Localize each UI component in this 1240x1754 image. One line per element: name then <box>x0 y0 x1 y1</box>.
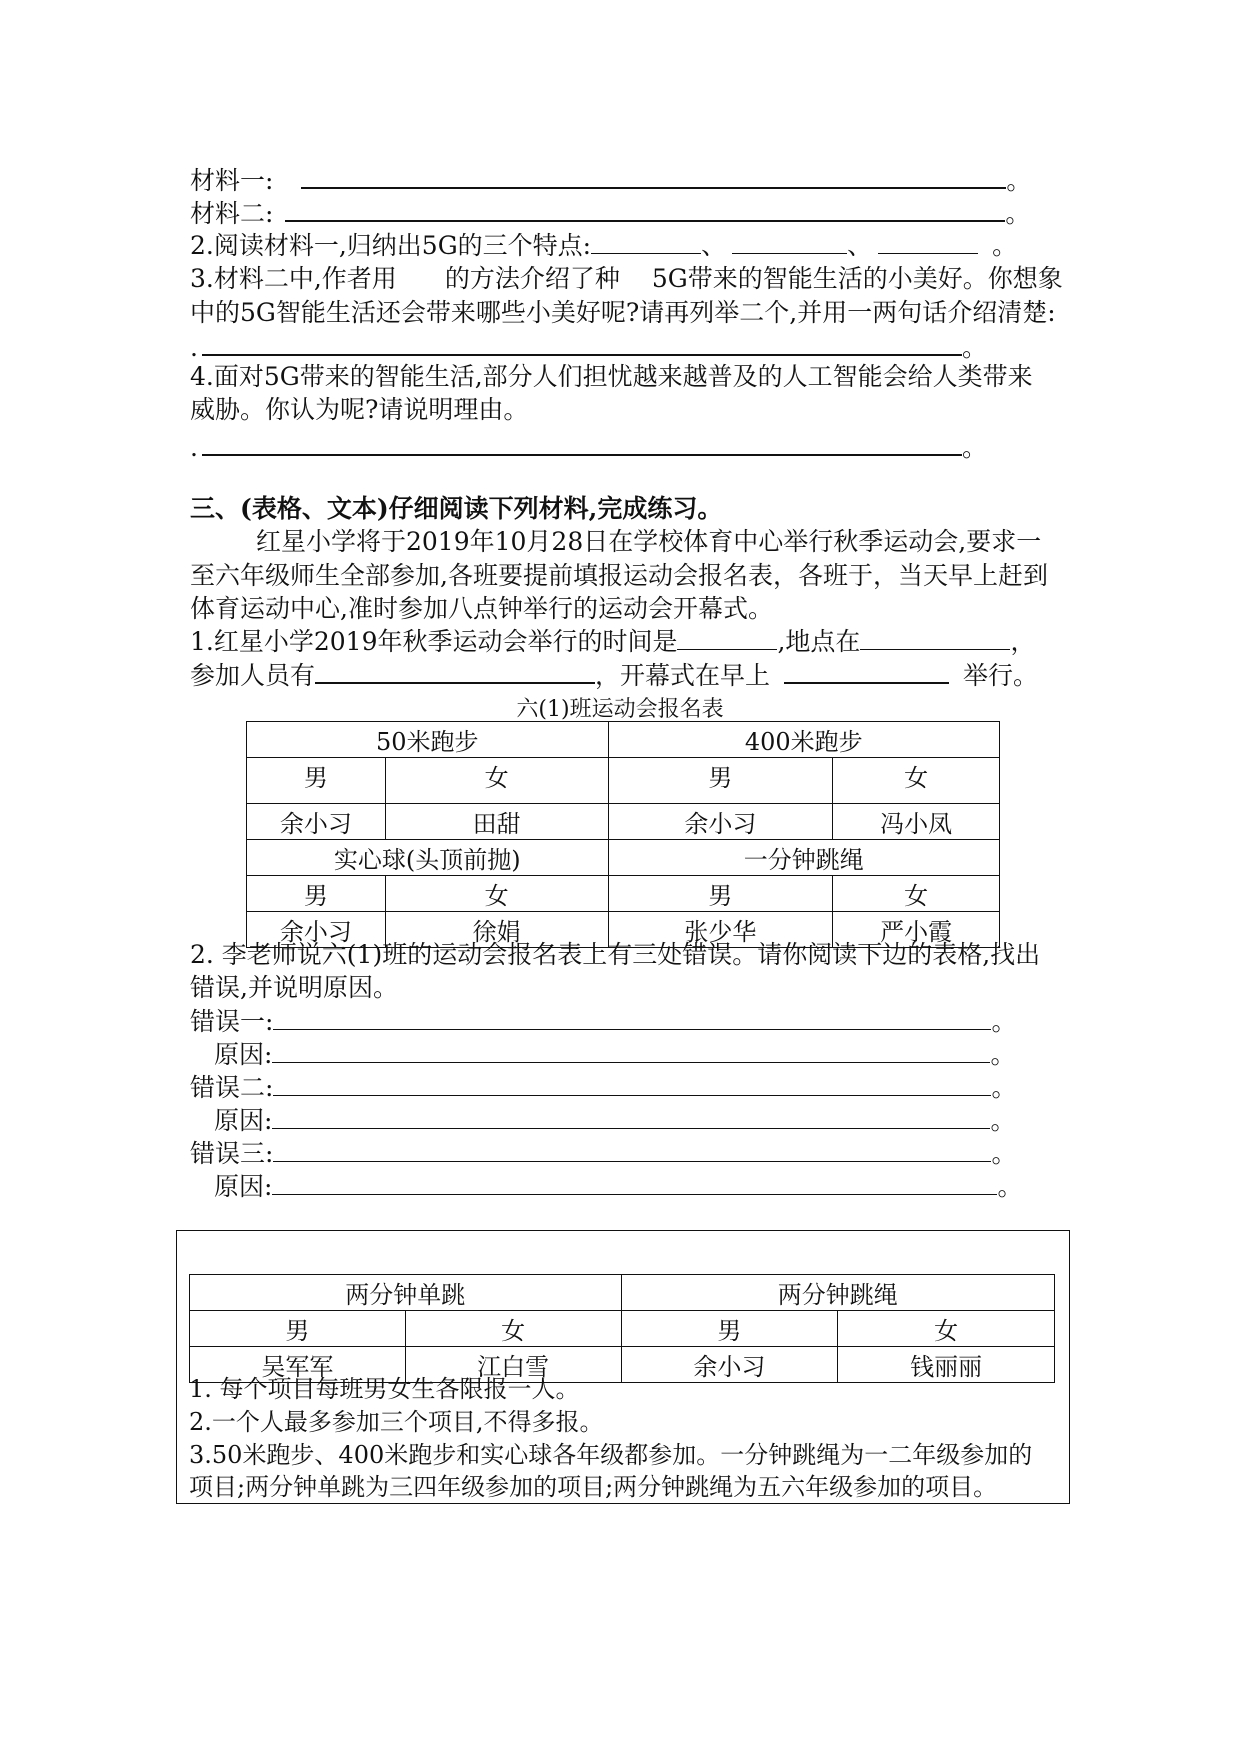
error-3-label: 错误三: <box>190 1139 274 1168</box>
rule-3-line-2: 项目;两分钟单跳为三四年级参加的项目;两分钟跳绳为五六年级参加的项目。 <box>189 1473 998 1501</box>
event-50m: 50米跑步 <box>247 722 609 758</box>
question-4-line-2: 威胁。你认为呢?请说明理由。 <box>190 395 529 424</box>
header-female: 女 <box>385 876 608 912</box>
reason-2-blank[interactable] <box>272 1104 990 1129</box>
question-4-line-1: 4.面对5G带来的智能生活,部分人们担忧越来越普及的人工智能会给人类带来 <box>190 362 1033 391</box>
header-female: 女 <box>405 1311 621 1347</box>
header-male: 男 <box>608 876 833 912</box>
question-4-answer-blank[interactable] <box>202 430 962 456</box>
reason-3-line <box>214 1170 1022 1204</box>
event-2min-single-jump: 两分钟单跳 <box>190 1275 622 1311</box>
material-two-answer-blank[interactable] <box>285 196 1005 222</box>
rule-1: 1. 每个项目每班男女生各限报一人。 <box>189 1375 580 1403</box>
header-female: 女 <box>838 1311 1055 1347</box>
question-2-line <box>190 229 1017 263</box>
event-jump-rope-1min: 一分钟跳绳 <box>608 840 1000 876</box>
feature-blank-1[interactable] <box>591 229 701 254</box>
question-2-line-2: 错误,并说明原因。 <box>190 973 398 1002</box>
event-2min-jump-rope: 两分钟跳绳 <box>621 1275 1055 1311</box>
period: 。 <box>990 1040 1016 1069</box>
question-1-text-f: 举行。 <box>963 661 1039 690</box>
paragraph-line-1: 红星小学将于2019年10月28日在学校体育中心举行秋季运动会,要求一 <box>256 527 1042 556</box>
opening-time-blank[interactable] <box>784 658 949 684</box>
question-3-line-1 <box>190 262 1063 296</box>
table-caption: 六(1)班运动会报名表 <box>516 697 724 722</box>
reason-1-line <box>214 1038 1015 1072</box>
period: 。 <box>1005 199 1031 228</box>
paragraph-line-2: 至六年级师生全部参加,各班要提前填报运动会报名表，各班于，当天早上赶到 <box>190 561 1048 590</box>
error-2-label: 错误二: <box>190 1073 274 1102</box>
header-male: 男 <box>247 876 386 912</box>
error-3-line <box>190 1137 1016 1171</box>
paragraph-line-3: 体育运动中心,准时参加八点钟举行的运动会开幕式。 <box>190 594 773 623</box>
period: 。 <box>991 1139 1017 1168</box>
table-cell: 钱丽丽 <box>838 1347 1055 1383</box>
table-cell: 吴军军 <box>190 1347 406 1383</box>
registration-table <box>246 721 1000 948</box>
separator: 、 <box>847 231 873 260</box>
question-1-text-b: ,地点在 <box>777 627 861 656</box>
reason-3-label: 原因: <box>214 1172 273 1201</box>
rule-2: 2.一个人最多参加三个项目,不得多报。 <box>189 1408 604 1436</box>
time-blank[interactable] <box>677 625 777 650</box>
question-1-text-c: ， <box>1010 627 1036 656</box>
reason-1-label: 原因: <box>214 1040 273 1069</box>
error-2-blank[interactable] <box>273 1071 991 1096</box>
table-cell: 江白雪 <box>405 1347 621 1383</box>
material-one-answer-blank[interactable] <box>301 163 1006 189</box>
question-1-text-e: ，开幕式在早上 <box>595 661 771 690</box>
question-2-text: 2.阅读材料一,归纳出5G的三个特点: <box>190 231 592 260</box>
dot: . <box>190 333 198 362</box>
question-3-line-2: 中的5G智能生活还会带来哪些小美好呢?请再列举二个,并用一两句话介绍清楚: <box>190 298 1056 327</box>
question-3-text-c: 5G带来的智能生活的小美好。你想象 <box>651 264 1063 293</box>
event-400m: 400米跑步 <box>608 722 1000 758</box>
rules-table <box>189 1274 1055 1383</box>
table-cell: 严小霞 <box>833 912 1000 948</box>
header-male: 男 <box>247 758 386 804</box>
header-male: 男 <box>608 758 833 804</box>
table-cell: 冯小凤 <box>833 804 1000 840</box>
table-cell: 余小习 <box>247 912 386 948</box>
reason-2-label: 原因: <box>214 1106 273 1135</box>
event-shot-put: 实心球(头顶前抛) <box>247 840 609 876</box>
table-cell: 田甜 <box>385 804 608 840</box>
question-1-text-d: 参加人员有 <box>190 661 316 690</box>
table-cell: 徐娟 <box>385 912 608 948</box>
question-2-line-1: 2. 李老师说六(1)班的运动会报名表上有三处错误。请你阅读下边的表格,找出 <box>190 940 1041 969</box>
header-female: 女 <box>833 758 1000 804</box>
header-female: 女 <box>385 758 608 804</box>
question-1-text-a: 1.红星小学2019年秋季运动会举行的时间是 <box>190 627 678 656</box>
period: 。 <box>961 433 987 462</box>
error-3-blank[interactable] <box>273 1137 991 1162</box>
period: 。 <box>1006 166 1032 195</box>
table-cell: 余小习 <box>621 1347 838 1383</box>
table-cell: 余小习 <box>608 804 833 840</box>
question-1-line-2 <box>190 658 1038 693</box>
period: 。 <box>991 1073 1017 1102</box>
error-2-line <box>190 1071 1016 1105</box>
period: 。 <box>992 231 1018 260</box>
error-1-label: 错误一: <box>190 1007 274 1036</box>
table-cell: 余小习 <box>247 804 386 840</box>
error-1-blank[interactable] <box>273 1005 991 1030</box>
reason-1-blank[interactable] <box>272 1038 990 1063</box>
question-4-answer-line <box>190 430 987 465</box>
period: 。 <box>990 1106 1016 1135</box>
separator: 、 <box>701 231 727 260</box>
header-male: 男 <box>621 1311 838 1347</box>
rule-3-line-1: 3.50米跑步、400米跑步和实心球各年级都参加。一分钟跳绳为一二年级参加的 <box>189 1441 1033 1469</box>
material-one-line <box>190 163 1031 198</box>
period: 。 <box>991 1007 1017 1036</box>
question-3-text-a: 3.材料二中,作者用 <box>190 264 397 293</box>
participants-blank[interactable] <box>315 658 595 684</box>
feature-blank-3[interactable] <box>878 229 978 254</box>
header-male: 男 <box>190 1311 406 1347</box>
reason-3-blank[interactable] <box>272 1170 997 1195</box>
error-1-line <box>190 1005 1016 1039</box>
feature-blank-2[interactable] <box>732 229 847 254</box>
header-female: 女 <box>833 876 1000 912</box>
material-one-label: 材料一: <box>190 166 274 195</box>
place-blank[interactable] <box>860 625 1010 650</box>
question-3-text-b: 的方法介绍了种 <box>444 264 620 293</box>
material-two-line <box>190 196 1030 231</box>
period: 。 <box>961 333 987 362</box>
reason-2-line <box>214 1104 1015 1138</box>
question-1-line-1 <box>190 625 1035 659</box>
question-3-answer-blank[interactable] <box>202 330 962 356</box>
table-cell: 张少华 <box>608 912 833 948</box>
section-3-heading: 三、(表格、文本)仔细阅读下列材料,完成练习。 <box>190 494 723 523</box>
dot: . <box>190 433 198 462</box>
period: 。 <box>997 1172 1023 1201</box>
material-two-label: 材料二: <box>190 199 274 228</box>
